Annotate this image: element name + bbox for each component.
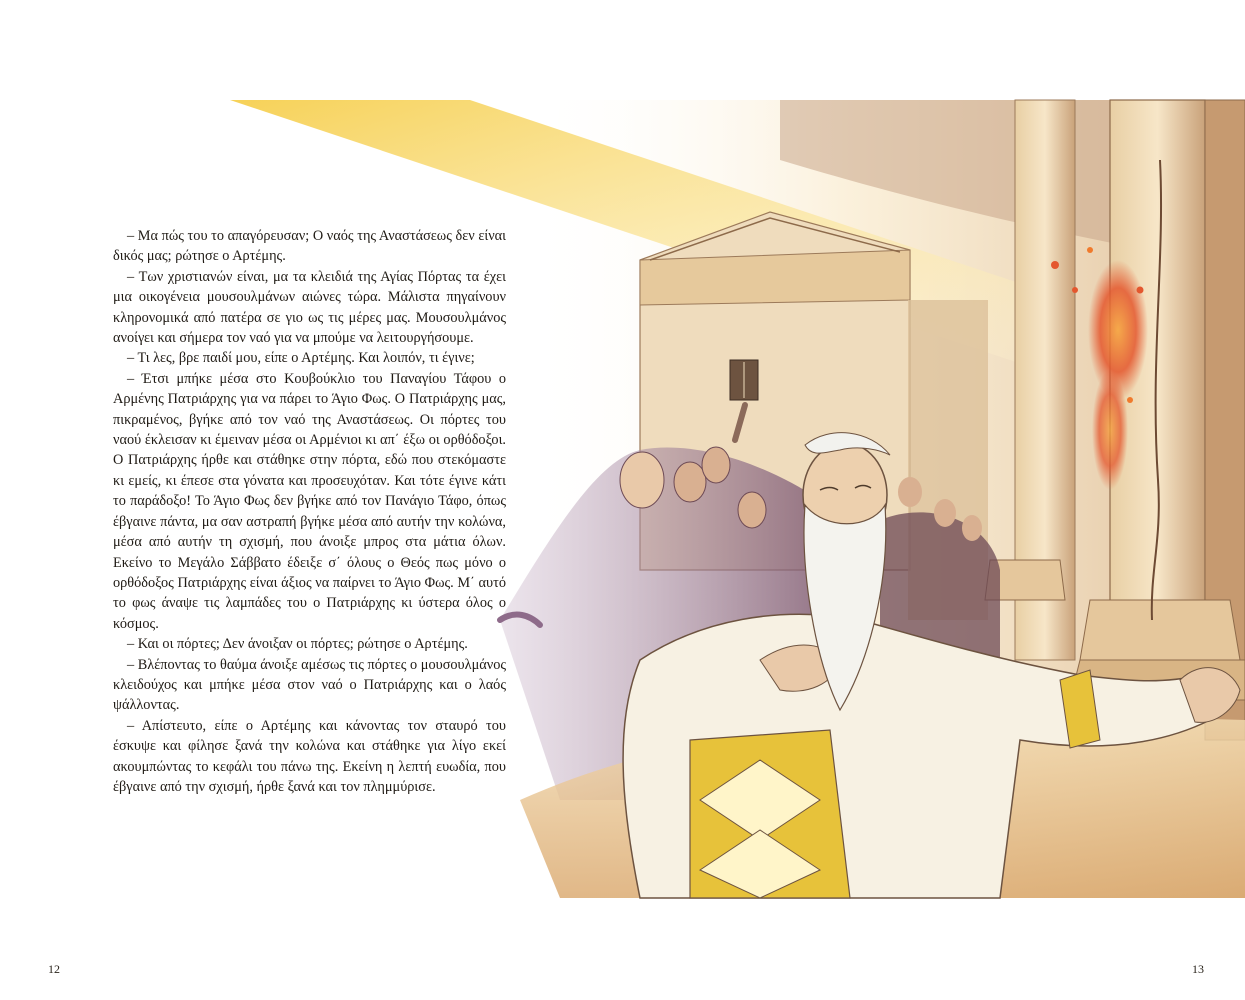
paragraph: – Μα πώς του το απαγόρευσαν; Ο ναός της Αναστάσεως δεν είναι δικός μας; ρώτησε ο Αρτέμης. — [113, 228, 506, 265]
book-spread — [0, 100, 1245, 976]
paragraph: – Βλέποντας το θαύμα άνοιξε αμέσως τις πόρτες ο μουσουλμάνος κλειδούχος και μπήκε μέσα στον ναό ο Πατριάρχης και ο λαός ψάλλοντας. — [113, 656, 506, 714]
story-text — [113, 226, 506, 797]
paragraph: – Τι λες, βρε παιδί μου, είπε ο Αρτέμης. Και λοιπόν, τι έγινε; — [127, 350, 475, 367]
paragraph: – Των χριστιανών είναι, μα τα κλειδιά της Αγίας Πόρτας τα έχει μια οικογένεια μουσουλμάνων αιώνες τώρα. Μάλιστα πηγαίνουν κληρονομικά από πατέρα σε γιο ως τις μέρες μας. Μουσουλμάνος ανοίγει και σήμερα τον ναό για να μπούμε να λειτουργήσουμε. — [113, 268, 506, 347]
paragraph: – Έτσι μπήκε μέσα στο Κουβούκλιο του Παναγίου Τάφου ο Αρμένης Πατριάρχης για να πάρει το Άγιο Φως. Ο Πατριάρχης μας, πικραμένος, βγήκε από τον ναό της Αναστάσεως. Οι πόρτες του ναού έκλεισαν κι έμειναν μέσα οι Αρμένιοι κι απ΄ έξω οι ορθόδοξοι. Ο Πατριάρχης ήρθε και στάθηκε στην πόρτα, εδώ που στεκόμαστε κι εμείς, κι έπεσε στα γόνατα και προσευχόταν. Και τότε έγινε κάτι το παράδοξο! Το Άγιο Φως δεν βγήκε από τον Πανάγιο Τάφο, όπως έβγαινε πάντα, μα σαν αστραπή βγήκε μέσα από αυτήν την κολώνα, μέσα από αυτήν τη σχισμή, που άνοιξε μπρος στα μάτια όλων. Εκείνο το Μεγάλο Σάββατο έδειξε σ΄ όλους ο Θεός πως μόνο ο ορθόδοξος Πατριάρχης είναι άξιος να παίρνει το Άγιο Φως. Μ΄ αυτό το φως άναψε τις λαμπάδες του ο Πατριάρχης κι ύστερα όλος ο κόσμος. — [113, 370, 506, 632]
paragraph: – Απίστευτο, είπε ο Αρτέμης και κάνοντας τον σταυρό του έσκυψε και φίλησε ξανά την κολώνα και στάθηκε για λίγο εκεί ακουμπώντας το κεφάλι του πάνω της. Εκείνη η λεπτή ευωδία, που έβγαινε από την σχισμή, ήρθε ξανά και τον πλημμύρισε. — [113, 717, 506, 795]
paragraph: – Και οι πόρτες; Δεν άνοιξαν οι πόρτες; ρώτησε ο Αρτέμης. — [127, 636, 468, 653]
page-number-right: 13 — [1192, 962, 1204, 976]
page-number-left: 12 — [48, 962, 60, 976]
